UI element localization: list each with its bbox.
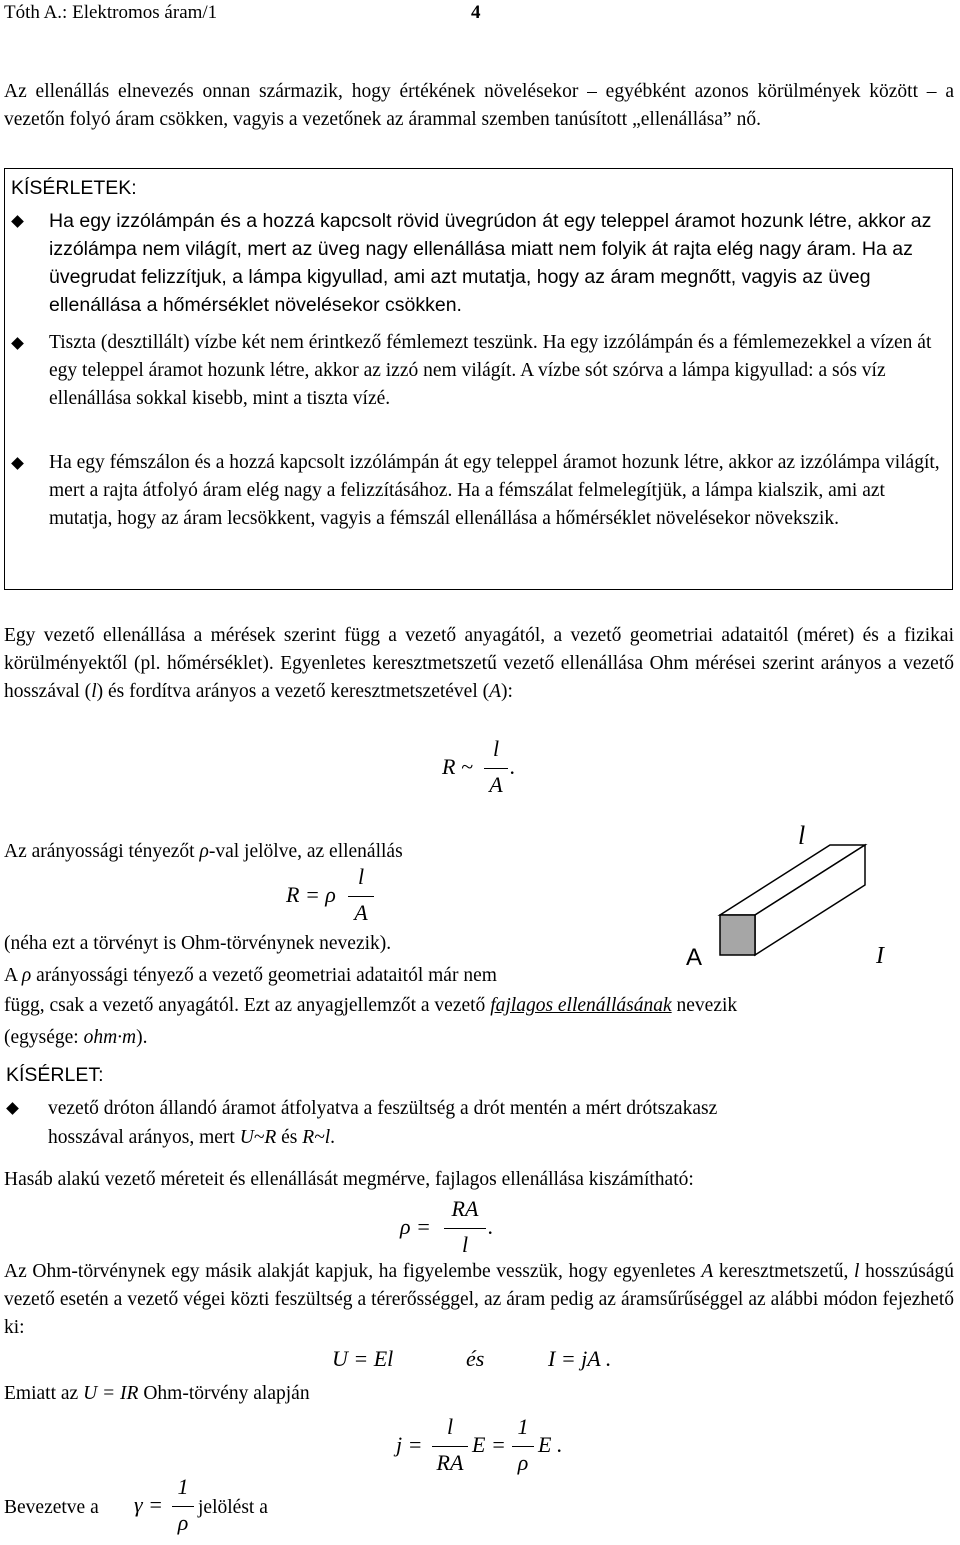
rho-line: A ρ arányossági tényező a vezető geometriai adataitól már nem bbox=[4, 965, 497, 986]
specific-resistance-line: függ, csak a vezető anyagától. Ezt az anyagjellemzőt a vezető fajlagos ellenállásának nevezik bbox=[4, 995, 738, 1016]
label-I: I bbox=[876, 943, 884, 969]
experiment-title: KÍSÉRLET: bbox=[6, 1064, 104, 1086]
label-l: l bbox=[798, 821, 806, 850]
experiments-title: KÍSÉRLETEK: bbox=[11, 177, 137, 199]
page-number: 4 bbox=[471, 2, 481, 23]
diamond-bullet-icon bbox=[11, 457, 24, 470]
ohm-law-paragraph: Az Ohm-törvénynek egy másik alakját kapjuk, ha figyelembe vesszük, hogy egyenletes A keresztmetszetű, l hosszúságú vezető esetén a vezető végei közti feszültség a térerősséggel, az áram pedig az áramsűrűséggel az alábbi módon fejezhető ki: bbox=[4, 1261, 954, 1338]
ohm-basis-line: Emiatt az U = IR Ohm-törvény alapján bbox=[4, 1383, 310, 1404]
prism-measure-line: Hasáb alakú vezető méreteit és ellenállását megmérve, fajlagos ellenállása kiszámítható: bbox=[4, 1169, 694, 1190]
experiments-box bbox=[4, 168, 953, 590]
list-item-text: Tiszta (desztillált) vízbe két nem érintkező fémlemezt teszünk. Ha egy izzólámpán és a fémlemezekkel a vízen át egy teleppel áramot hozunk létre, akkor az izzó nem világít. A vízbe sót szórva a lámpa kigyullad: a sós víz ellenállása sokkal kisebb, mint a tiszta vízé. bbox=[49, 332, 932, 409]
unit-line: (egysége: ohm·m). bbox=[4, 1027, 148, 1048]
resistance-paragraph: Egy vezető ellenállása a mérések szerint függ a vezető anyagától, a vezető geometriai adataitól (méret) és a fizikai körülményektől (pl. hőmérséklet). Egyenletes keresztmetszetű vezető ellenállása Ohm mérései szerint arányos a vezető hosszával (l) és fordítva arányos a vezető keresztmetszetével (A): bbox=[4, 625, 954, 702]
diamond-bullet-icon bbox=[6, 1102, 19, 1115]
label-A: A bbox=[686, 944, 703, 971]
rho-intro-line: Az arányossági tényezőt ρ-val jelölve, az ellenállás bbox=[4, 841, 403, 862]
list-item-text: Ha egy izzólámpán és a hozzá kapcsolt rövid üvegrúdon át egy teleppel áramot hozunk létre, akkor az izzólámpa nem világít, mert az üveg nagy ellenállása miatt nem folyik át rajta elég nagy áram. Ha az üvegrudat felizzítjuk, a lámpa kigyullad, ami azt mutatja, hogy az áram megnőtt, vagyis az üveg ellenállása a hőmérséklet növelésekor csökken. bbox=[49, 210, 932, 316]
header-title: Tóth A.: Elektromos áram/1 bbox=[4, 2, 218, 23]
note-line: (néha ezt a törvényt is Ohm-törvénynek nevezik). bbox=[4, 933, 392, 954]
diamond-bullet-icon bbox=[11, 215, 24, 228]
prism-cross-section bbox=[720, 915, 755, 955]
list-item-text: Ha egy fémszálon és a hozzá kapcsolt izzólámpán át egy teleppel áramot hozunk létre, akkor az izzólámpa világít, mert a rajta átfolyó áram elég nagy a felizzításához. Ha a fémszálat felmelegítjük, a lámpa kialszik, ami azt mutatja, hogy az áram lecsökkent, vagyis a fémszál ellenállása a hőmérséklet növelésekor növekszik. bbox=[49, 452, 940, 529]
prism-figure bbox=[680, 820, 940, 980]
experiment-text: vezető dróton állandó áramot átfolyatva a feszültség a drót mentén a mért drótszakasz hosszával arányos, mert U~R és R~l. bbox=[48, 1098, 718, 1148]
diamond-bullet-icon bbox=[11, 337, 24, 350]
intro-paragraph: Az ellenállás elnevezés onnan származik, hogy értékének növelésekor – egyébként azonos körülmények között – a vezetőn folyó áram csökken, vagyis a vezetőnek az árammal szemben tanúsított „ellenállása” nő. bbox=[4, 81, 954, 130]
